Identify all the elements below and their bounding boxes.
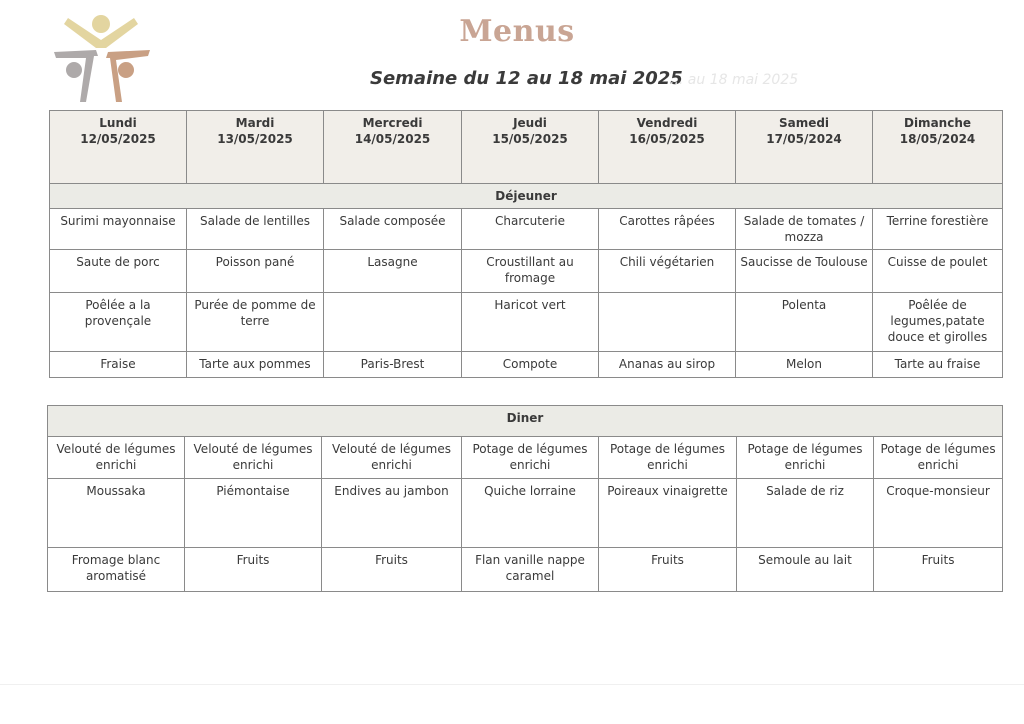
- menu-cell: Croustillant au fromage: [462, 250, 599, 293]
- page-title: Menus: [459, 14, 575, 49]
- menu-cell: Endives au jambon: [322, 479, 462, 548]
- menu-cell: Cuisse de poulet: [873, 250, 1003, 293]
- menu-cell: Flan vanille nappe caramel: [462, 548, 599, 592]
- menu-cell: Velouté de légumes enrichi: [185, 437, 322, 479]
- menu-cell: Croque-monsieur: [874, 479, 1003, 548]
- day-header-dimanche: Dimanche 18/05/2024: [873, 111, 1003, 184]
- day-header-mardi: Mardi 13/05/2025: [187, 111, 324, 184]
- menu-cell: Surimi mayonnaise: [50, 209, 187, 250]
- table-row: [48, 548, 1003, 592]
- table-row: [50, 352, 1003, 378]
- dinner-section-row: [48, 406, 1003, 437]
- menu-cell: Fraise: [50, 352, 187, 378]
- menu-cell: Potage de légumes enrichi: [599, 437, 737, 479]
- menu-cell: Purée de pomme de terre: [187, 293, 324, 352]
- day-header-samedi: Samedi 17/05/2024: [736, 111, 873, 184]
- menu-cell: [324, 293, 462, 352]
- menu-cell: Compote: [462, 352, 599, 378]
- dinner-menu-table: [47, 405, 1003, 592]
- menu-cell: Carottes râpées: [599, 209, 736, 250]
- ghost-show-through-text: ... au 18 mai 2025: [670, 72, 799, 88]
- menu-cell: Potage de légumes enrichi: [737, 437, 874, 479]
- menu-cell: Fruits: [874, 548, 1003, 592]
- menu-cell: Salade de riz: [737, 479, 874, 548]
- menu-cell: Quiche lorraine: [462, 479, 599, 548]
- menu-cell: Semoule au lait: [737, 548, 874, 592]
- table-row: [48, 479, 1003, 548]
- lunch-menu-table: [49, 110, 1003, 378]
- menu-cell: Salade composée: [324, 209, 462, 250]
- menu-cell: Tarte au fraise: [873, 352, 1003, 378]
- menu-cell: Tarte aux pommes: [187, 352, 324, 378]
- day-header-vendredi: Vendredi 16/05/2025: [599, 111, 736, 184]
- menu-cell: Fruits: [322, 548, 462, 592]
- menu-cell: Potage de légumes enrichi: [874, 437, 1003, 479]
- menu-cell: Poêlée a la provençale: [50, 293, 187, 352]
- menu-cell: Fruits: [185, 548, 322, 592]
- table-row: [50, 250, 1003, 293]
- day-header-lundi: Lundi 12/05/2025: [50, 111, 187, 184]
- menu-cell: Fruits: [599, 548, 737, 592]
- dinner-section-label: Diner: [48, 406, 1003, 437]
- menu-cell: Potage de légumes enrichi: [462, 437, 599, 479]
- menu-cell: Poireaux vinaigrette: [599, 479, 737, 548]
- page-divider: [0, 684, 1024, 685]
- menu-cell: Saucisse de Toulouse: [736, 250, 873, 293]
- menu-cell: Haricot vert: [462, 293, 599, 352]
- menu-cell: Velouté de légumes enrichi: [48, 437, 185, 479]
- lunch-section-row: [50, 184, 1003, 209]
- menu-cell: Polenta: [736, 293, 873, 352]
- lunch-section-label: Déjeuner: [50, 184, 1003, 209]
- menu-cell: Charcuterie: [462, 209, 599, 250]
- week-subtitle: Semaine du 12 au 18 mai 2025: [370, 68, 683, 89]
- menu-cell: Ananas au sirop: [599, 352, 736, 378]
- menu-cell: Salade de lentilles: [187, 209, 324, 250]
- day-header-mercredi: Mercredi 14/05/2025: [324, 111, 462, 184]
- table-row: [50, 209, 1003, 250]
- menu-cell: Moussaka: [48, 479, 185, 548]
- menu-cell: Poêlée de legumes,patate douce et girolles: [873, 293, 1003, 352]
- menu-cell: Melon: [736, 352, 873, 378]
- menu-cell: Chili végétarien: [599, 250, 736, 293]
- menu-cell: Salade de tomates / mozza: [736, 209, 873, 250]
- menu-cell: Paris-Brest: [324, 352, 462, 378]
- logo-head-grey: [66, 62, 82, 78]
- day-header-row: [50, 111, 1003, 184]
- menu-cell: Velouté de légumes enrichi: [322, 437, 462, 479]
- menu-cell: Saute de porc: [50, 250, 187, 293]
- table-row: [50, 293, 1003, 352]
- menu-cell: Piémontaise: [185, 479, 322, 548]
- menu-cell: Fromage blanc aromatisé: [48, 548, 185, 592]
- table-row: [48, 437, 1003, 479]
- menu-cell: [599, 293, 736, 352]
- menu-cell: Lasagne: [324, 250, 462, 293]
- menu-cell: Poisson pané: [187, 250, 324, 293]
- day-header-jeudi: Jeudi 15/05/2025: [462, 111, 599, 184]
- menu-cell: Terrine forestière: [873, 209, 1003, 250]
- logo-head-brown: [118, 62, 134, 78]
